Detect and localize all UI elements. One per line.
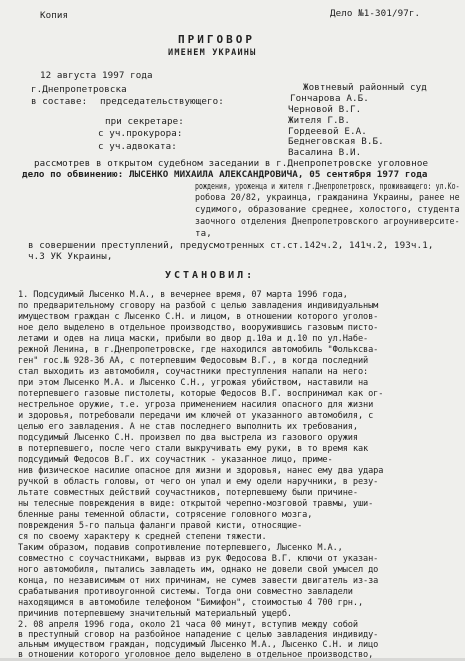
body-line: бленные раны теменной области, сотрясение головного мозга, (18, 510, 313, 520)
intro-line: рождения, уроженца и жителя г.Днепропетровск, проживающего: ул.Ко- (195, 181, 460, 192)
copy-label: Копия (40, 10, 69, 21)
body-line: ручкой в область головы, от чего он упал и ему одели наручники, в резу- (18, 477, 379, 487)
prosecutor-name: Беднеговская В.Б. (288, 136, 384, 147)
secretary-label: при секретаре: (105, 116, 184, 127)
intro-line: дело по обвинению: ЛЫСЕНКО МИХАИЛА АЛЕКСАНДРОВИЧА, 05 сентября 1977 года (22, 169, 428, 180)
body-line: при этом Лысенко М.А. и Лысенко С.Н., угрожая убийством, наставили на (18, 378, 369, 388)
body-line: конца, по независимым от них причинам, не сумев завести двигатель из-за (18, 576, 379, 586)
body-line: Таким образом, подавив сопротивление потерпевшего, Лысенко М.А., (18, 543, 343, 553)
member2-name: Жителя Г.В. (288, 115, 350, 126)
body-line: срабатывания противоугонной системы. Тогда они совместно завладели (18, 587, 353, 597)
verdict-date: 12 августа 1997 года (40, 70, 153, 81)
case-number: Дело №1-301/97г. (330, 8, 421, 19)
body-line: подсудимый Лысенко С.Н. произвел по два выстрела из газового оружия (18, 433, 358, 443)
section-title: УСТАНОВИЛ: (165, 270, 256, 281)
body-line: ное дело выделено в отдельное производство, вооружившись газовым писто- (18, 323, 379, 333)
body-line: и здоровья, потребовали передачи им ключей от указанного автомобиля, с (18, 411, 374, 421)
body-line: совместно с соучастниками, вырвав из рук Федосова В.Г. ключи от указан- (18, 554, 379, 564)
body-line: в отношении которого уголовное дело выделено в отдельное производство, (18, 650, 374, 660)
body-line: альным имуществом граждан, подсудимый Лысенко М.А., Лысенко С.Н. и лицо (18, 640, 379, 650)
body-line: ны телесные повреждения в виде: открытой черепно-мозговой травмы, уши- (18, 499, 374, 509)
intro-line: судимого, образование среднее, холостого, студента (195, 204, 460, 215)
lawyer-label: с уч.адвоката: (98, 141, 177, 152)
body-line: повреждения 5-го пальца фаланги правой кисти, относящие- (18, 521, 303, 531)
body-line: льтате совместных действий соучастников, потерпевшему были причине- (18, 488, 358, 498)
intro-line: рассмотрев в открытом судебном заседании в г.Днепропетровске уголовное (34, 158, 429, 169)
body-line: потерпевшего газовые пистолеты, которые Федосов В.Г. воспринимал как ог- (18, 389, 384, 399)
intro-line: в совершении преступлений, предусмотренных ст.ст.142ч.2, 141ч.2, 193ч.1, (28, 240, 434, 251)
body-line: летами и одев на лица маски, прибыли во двор д.10а и д.10 по ул.Набе- (18, 334, 369, 344)
body-line: 2. 08 апреля 1996 года, около 21 часа 00 минут, вступив между собой (18, 620, 358, 630)
body-line: ного автомобиля, пытались завладеть им, однако не довели свой умысел до (18, 565, 379, 575)
body-line: подсудимый Федосов В.Г. их соучастник - указанное лицо, приме- (18, 455, 333, 465)
body-line: в потерпевшего, после чего стали выкручивать ему руки, в то время как (18, 444, 369, 454)
intro-line: заочного отделения Днепропетровского агроуниверсите- (195, 216, 460, 227)
lawyer-name: Васалина В.И. (288, 147, 362, 158)
prosecutor-label: с уч.прокурора: (98, 128, 183, 139)
body-line: находящимся в автомобиле телефоном "Бимифон", стоимостью 4 700 грн., (18, 598, 364, 608)
body-line: в преступный сговор на разбойное нападение с целью завладения индивиду- (18, 630, 379, 640)
composition-label: в составе: (31, 96, 88, 107)
member-name: Черновой В.Г. (288, 104, 362, 115)
body-line: ген" гос.№ 928-36 АА, с потерпевшим Федосовым В.Г., в когда последний (18, 356, 369, 366)
body-line: нив физическое насилие опасное для жизни и здоровья, нанес ему два удара (18, 466, 384, 476)
body-line: по предварительному сговору на разбой с целью завладения индивидуальным (18, 301, 379, 311)
secretary-name: Гордеевой Е.А. (288, 126, 367, 137)
intro-line: ч.3 УК Украины, (28, 251, 113, 262)
body-line: имуществом граждан с Лысенко С.Н. и лицом, в отношении которого уголов- (18, 312, 379, 322)
document-title: ПРИГОВОР (178, 33, 255, 46)
body-line: стал выходить из автомобиля, соучастники преступления напали на него: (18, 367, 369, 377)
body-line: ся по своему характеру к средней степени тяжести. (18, 532, 267, 542)
document-subtitle: ИМЕНЕМ УКРАИНЫ (168, 48, 257, 58)
verdict-city: г.Днепропетровска (31, 84, 127, 95)
body-line: причинив потерпевшему значительный материальный ущерб. (18, 609, 292, 619)
chair-name: Гончарова А.Б. (290, 93, 369, 104)
chair-label: председательствующего: (100, 96, 224, 107)
court-name: Жовтневый районный суд (303, 82, 427, 93)
intro-line: та, (195, 228, 212, 239)
body-line: нестрельное оружие, т.е. угроза применением насилия опасного для жизни (18, 400, 374, 410)
body-line: режной Ленина, в г.Днепропетровске, где находился автомобиль "Фольксва- (18, 345, 379, 355)
intro-line: робова 20/82, украинца, гражданина Украины, ранее не (195, 192, 460, 203)
body-line: целью его завладения. А не став последнего выполнить их требования, (18, 422, 358, 432)
body-line: 1. Подсудимый Лысенко М.А., в вечернее время, 07 марта 1996 года, (18, 290, 348, 300)
